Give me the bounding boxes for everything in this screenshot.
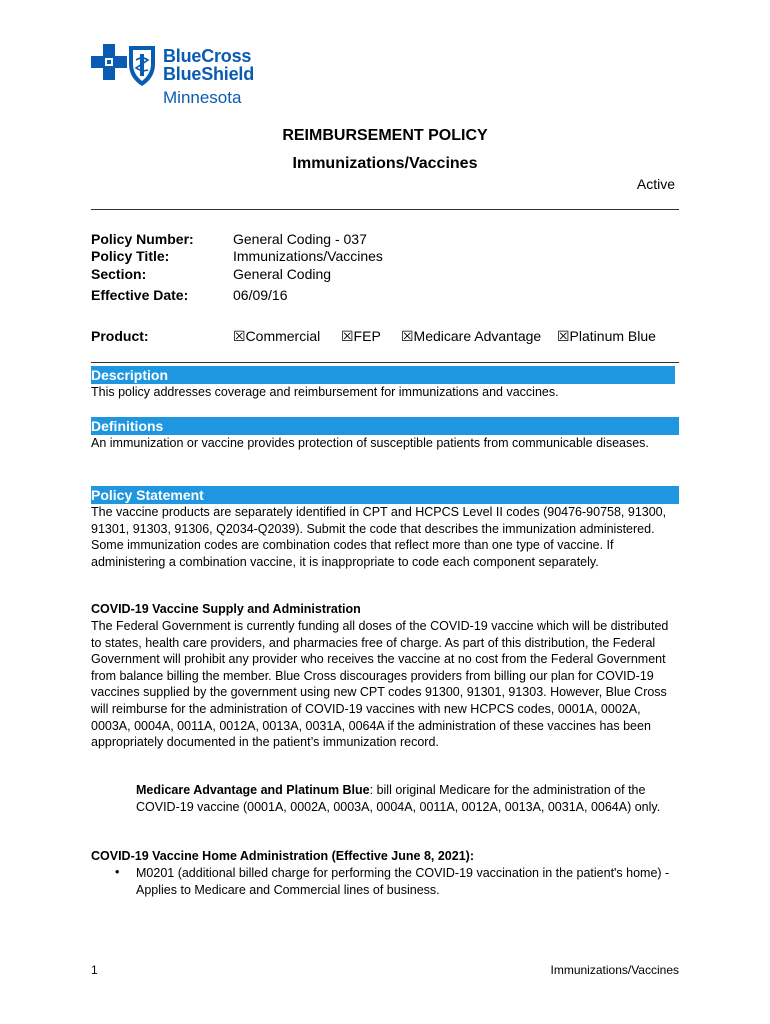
policy-number-label: Policy Number: <box>91 231 194 247</box>
product-platinum-blue-checkbox[interactable]: ☒Platinum Blue <box>557 328 656 344</box>
policy-statement-text: The vaccine products are separately identified in CPT and HCPCS Level II codes (90476-90758, 91300, 91301, 91303, 91306, Q2034-Q2039). Submit the code that describes the immunization administered. Some immunization codes are combination codes that reflect more than one type of vaccine. If administering a combination vaccine, it is inappropriate to code each component separately. <box>91 505 667 569</box>
covid-supply-text: The Federal Government is currently funding all doses of the COVID-19 vaccine which will be distributed to states, health care providers, and pharmacies free of charge. As part of this distribution, the Federal Government will prohibit any provider who receives the vaccine at no cost from the Federal Government from balance billing the member. Blue Cross discourages providers from billing our plan for COVID-19 vaccines supplied by the government using new CPT codes 91300, 91301, 91303. However, Blue Cross will reimburse for the administration of COVID-19 vaccines with new HCPCS codes, 0001A, 0002A, 0003A, 0004A, 0011A, 0012A, 0013A, 0031A, 0064A if the administration of these vaccines has been appropriately documented in the patient’s immunization record. <box>91 619 669 750</box>
product-commercial-checkbox[interactable]: ☒Commercial <box>233 328 321 344</box>
logo-line-1: BlueCross <box>163 46 252 66</box>
description-heading <box>91 366 675 384</box>
section-label: Section: <box>91 266 147 282</box>
effective-date-value: 06/09/16 <box>233 287 288 303</box>
definitions-heading <box>91 417 679 435</box>
policy-statement-heading-text: Policy Statement <box>91 487 204 503</box>
medicare-advantage-note <box>136 782 681 815</box>
divider-bottom <box>91 362 679 363</box>
policy-number-value: General Coding - 037 <box>233 231 367 247</box>
definitions-heading-text: Definitions <box>91 418 164 434</box>
policy-title-label: Policy Title: <box>91 248 170 264</box>
home-admin-item: M0201 (additional billed charge for performing the COVID-19 vaccination in the patient's home) - Applies to Medicare and Commercial lines of business. <box>136 866 670 897</box>
footer-doc-title: Immunizations/Vaccines <box>550 963 679 977</box>
definitions-text: An immunization or vaccine provides protection of susceptible patients from communicable diseases. <box>91 436 649 450</box>
status-text: Active <box>636 176 675 192</box>
page-title: REIMBURSEMENT POLICY <box>282 127 488 144</box>
policy-statement-heading <box>91 486 679 504</box>
medicare-advantage-bold: Medicare Advantage and Platinum Blue <box>136 783 370 797</box>
product-medicare-advantage-checkbox[interactable]: ☒Medicare Advantage <box>401 328 542 344</box>
section-value: General Coding <box>233 266 332 282</box>
effective-date-label: Effective Date: <box>91 287 189 303</box>
logo-line-2: BlueShield <box>163 64 255 84</box>
page-subtitle: Immunizations/Vaccines <box>292 155 478 172</box>
medicare-advantage-text: : bill original Medicare for the administration of the COVID-19 vaccine (0001A, 0002A, 0003A, 0004A, 0011A, 0012A, 0013A, 0031A, 0064A) only. <box>136 783 661 814</box>
covid-supply-heading: COVID-19 Vaccine Supply and Administration <box>91 602 361 616</box>
policy-title-value: Immunizations/Vaccines <box>233 248 383 264</box>
home-admin-heading: COVID-19 Vaccine Home Administration (Effective June 8, 2021): <box>91 849 474 863</box>
product-label: Product: <box>91 328 149 344</box>
description-text: This policy addresses coverage and reimbursement for immunizations and vaccines. <box>91 385 559 399</box>
cross-shield-icon <box>91 44 159 88</box>
bcbs-logo <box>91 44 271 110</box>
description-heading-text: Description <box>91 367 169 383</box>
divider-top <box>91 209 679 210</box>
page-number: 1 <box>91 963 98 977</box>
product-fep-checkbox[interactable]: ☒FEP <box>341 328 381 344</box>
logo-line-3: Minnesota <box>163 88 242 107</box>
bullet-icon: • <box>115 865 120 879</box>
